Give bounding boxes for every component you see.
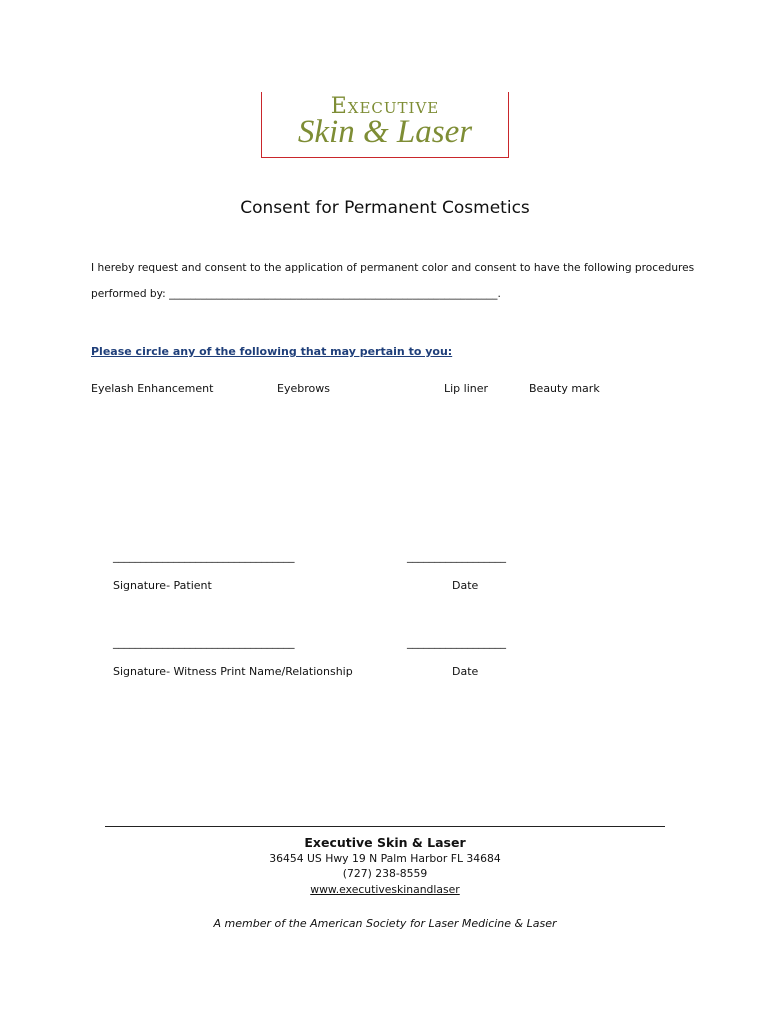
witness-date-label: Date — [452, 665, 479, 678]
patient-date-line[interactable]: __________________ — [407, 550, 506, 563]
footer-website-row — [0, 883, 770, 896]
option-beauty-mark[interactable]: Beauty mark — [529, 382, 600, 395]
option-eyebrows[interactable]: Eyebrows — [277, 382, 330, 395]
logo-text-executive: Executive — [330, 94, 440, 119]
patient-date-label: Date — [452, 579, 479, 592]
option-eyelash-enhancement[interactable]: Eyelash Enhancement — [91, 382, 214, 395]
witness-signature-label: Signature- Witness Print Name/Relationship — [113, 665, 353, 678]
circle-instructions-heading: Please circle any of the following that may pertain to you: — [91, 345, 453, 358]
consent-text-line1: I hereby request and consent to the application of permanent color and consent to have the following procedures — [91, 262, 695, 274]
footer-phone: (727) 238-8559 — [342, 867, 428, 880]
footer-website-link[interactable]: www.executiveskinandlaser — [310, 883, 460, 896]
option-lip-liner[interactable]: Lip liner — [444, 382, 489, 395]
footer-company-name: Executive Skin & Laser — [304, 835, 466, 850]
footer-membership-note: A member of the American Society for Laser Medicine & Laser — [213, 917, 557, 930]
document-title: Consent for Permanent Cosmetics — [240, 198, 530, 218]
patient-signature-label: Signature- Patient — [113, 579, 212, 592]
logo-text-skin-laser: Skin & Laser — [297, 114, 473, 150]
footer-address: 36454 US Hwy 19 N Palm Harbor FL 34684 — [269, 852, 501, 865]
witness-date-line[interactable]: __________________ — [407, 636, 506, 649]
consent-text-line2: performed by: ______________________________________________________________. — [91, 288, 501, 300]
footer-divider — [105, 826, 665, 827]
patient-signature-line[interactable]: _________________________________ — [113, 550, 295, 563]
witness-signature-line[interactable]: _________________________________ — [113, 636, 295, 649]
company-logo — [261, 92, 509, 158]
